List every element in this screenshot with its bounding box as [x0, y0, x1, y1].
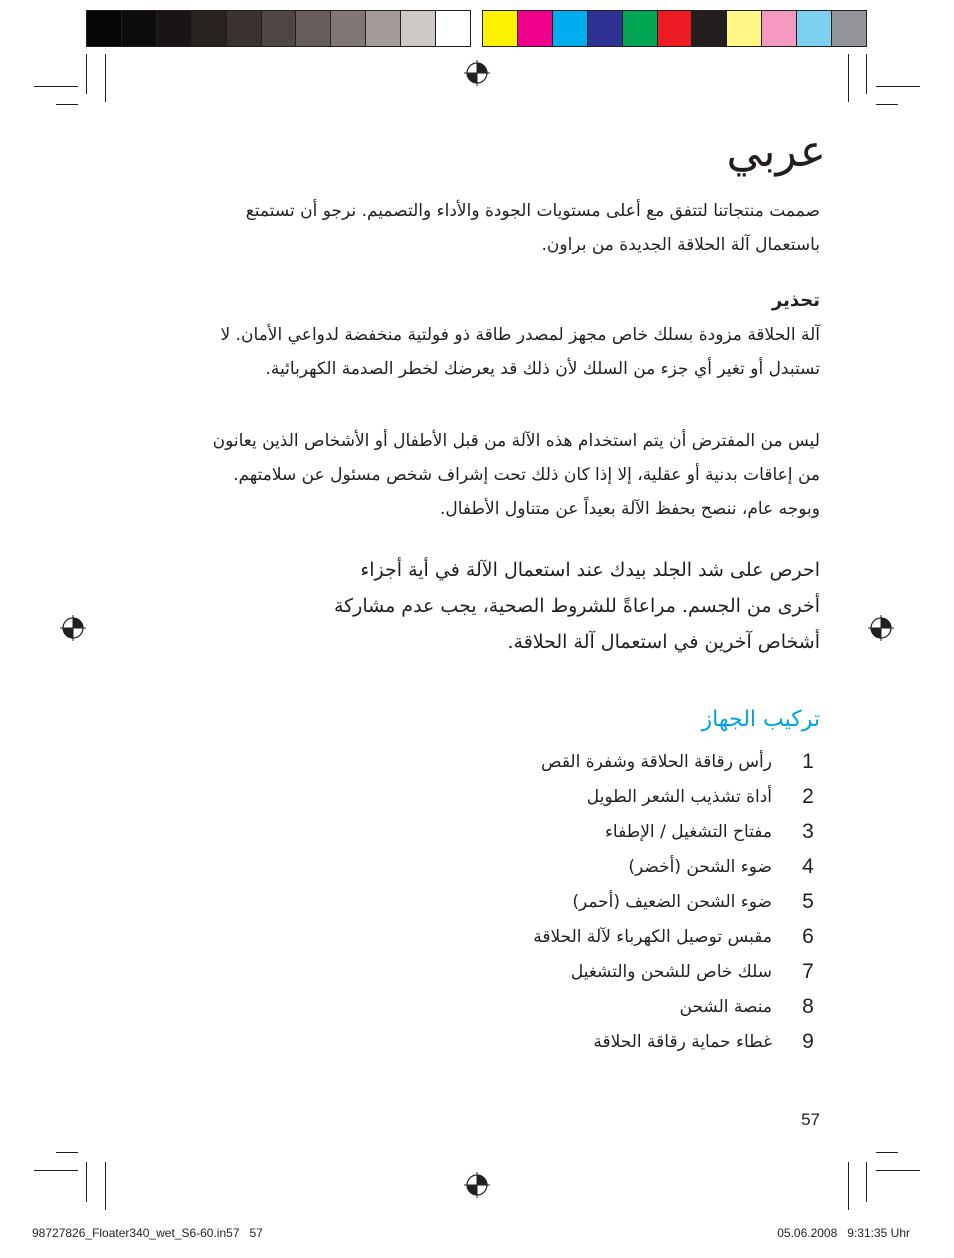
color-swatch [588, 11, 623, 46]
registration-mark-icon [464, 1172, 490, 1198]
crop-mark [866, 1162, 867, 1202]
color-swatch [87, 11, 122, 46]
part-number: 5 [802, 889, 814, 913]
part-label: غطاء حماية رقاقة الحلاقة [593, 1031, 772, 1052]
intro-line: باستعمال آلة الحلاقة الجديدة من براون. [541, 235, 820, 255]
color-swatch [832, 11, 866, 46]
part-number: 7 [802, 959, 814, 983]
color-swatch [692, 11, 727, 46]
part-number: 2 [802, 784, 814, 808]
part-number: 4 [802, 854, 814, 878]
list-item [400, 989, 820, 1024]
crop-mark [105, 1162, 106, 1210]
crop-mark [86, 1162, 87, 1202]
part-label: أداة تشذيب الشعر الطويل [586, 786, 772, 807]
skin-paragraph [334, 552, 820, 660]
description-heading: تركيب الجهاز [701, 707, 820, 732]
color-swatch [227, 11, 262, 46]
children-line: وبوجه عام، ننصح بحفظ الآلة بعيداً عن متناول الأطفال. [439, 499, 820, 519]
warning-line: تستبدل أو تغير أي جزء من السلك لأن ذلك قد يعرضك لخطر الصدمة الكهربائية. [265, 359, 820, 379]
color-swatch [762, 11, 797, 46]
crop-mark [876, 1152, 898, 1153]
part-number: 8 [802, 994, 814, 1018]
crop-mark [876, 86, 920, 87]
color-swatch [331, 11, 366, 46]
crop-mark [34, 86, 78, 87]
color-calibration-bar [482, 10, 867, 47]
intro-line: صممت منتجاتنا لتتفق مع أعلى مستويات الجودة والأداء والتصميم. نرجو أن تستمتع [245, 201, 820, 221]
page-title: عربي [726, 126, 826, 177]
color-swatch [436, 11, 470, 46]
crop-mark [34, 1170, 78, 1171]
warning-paragraph [221, 318, 820, 386]
list-item [400, 744, 820, 779]
color-swatch [727, 11, 762, 46]
list-item [400, 779, 820, 814]
color-swatch [262, 11, 297, 46]
color-swatch [518, 11, 553, 46]
crop-mark [866, 54, 867, 94]
list-item [400, 849, 820, 884]
warning-heading: تحذير [771, 290, 820, 311]
crop-mark [105, 54, 106, 102]
skin-line: احرص على شد الجلد بيدك عند استعمال الآلة في أية أجزاء [360, 559, 820, 581]
registration-mark-icon [868, 615, 894, 641]
color-swatch [157, 11, 192, 46]
crop-mark [56, 104, 78, 105]
children-line: من إعاقات بدنية أو عقلية، إلا إذا كان ذلك تحت إشراف شخص مسئول عن سلامتهم. [233, 465, 820, 485]
color-swatch [797, 11, 832, 46]
part-number: 3 [802, 819, 814, 843]
print-slug-date: 05.06.2008 9:31:35 Uhr [777, 1226, 910, 1240]
intro-paragraph [246, 194, 820, 262]
registration-mark-icon [60, 615, 86, 641]
list-item [400, 954, 820, 989]
crop-mark [86, 54, 87, 94]
grayscale-calibration-bar [86, 10, 471, 47]
print-slug-file: 98727826_Floater340_wet_S6-60.in57 57 [32, 1226, 263, 1240]
part-label: مفتاح التشغيل / الإطفاء [604, 821, 772, 842]
list-item [400, 1024, 820, 1059]
part-label: ضوء الشحن الضعيف (أحمر) [572, 891, 772, 912]
color-swatch [401, 11, 436, 46]
part-number: 6 [802, 924, 814, 948]
crop-mark [876, 1170, 920, 1171]
part-label: مقبس توصيل الكهرباء لآلة الحلاقة [533, 926, 772, 947]
color-swatch [366, 11, 401, 46]
part-label: ضوء الشحن (أخضر) [628, 856, 772, 877]
color-swatch [296, 11, 331, 46]
part-number: 9 [802, 1029, 814, 1053]
part-number: 1 [802, 749, 814, 773]
color-swatch [192, 11, 227, 46]
skin-line: أخرى من الجسم. مراعاةً للشروط الصحية، يجب عدم مشاركة [333, 595, 820, 617]
crop-mark [56, 1152, 78, 1153]
list-item [400, 814, 820, 849]
part-label: رأس رقاقة الحلاقة وشفرة القص [541, 751, 772, 772]
page-number: 57 [801, 1110, 820, 1129]
skin-line: أشخاص آخرين في استعمال آلة الحلاقة. [507, 631, 820, 653]
parts-list [400, 744, 820, 1059]
crop-mark [848, 54, 849, 102]
color-swatch [623, 11, 658, 46]
part-label: سلك خاص للشحن والتشغيل [570, 961, 772, 982]
part-label: منصة الشحن [679, 996, 772, 1017]
registration-mark-icon [464, 60, 490, 86]
warning-line: آلة الحلاقة مزودة بسلك خاص مجهز لمصدر طاقة ذو فولتية منخفضة لدواعي الأمان. لا [220, 325, 820, 345]
color-swatch [658, 11, 693, 46]
crop-mark [848, 1162, 849, 1210]
color-swatch [553, 11, 588, 46]
color-swatch [483, 11, 518, 46]
color-swatch [122, 11, 157, 46]
children-paragraph [213, 424, 820, 526]
list-item [400, 884, 820, 919]
crop-mark [876, 104, 898, 105]
list-item [400, 919, 820, 954]
children-line: ليس من المفترض أن يتم استخدام هذه الآلة من قبل الأطفال أو الأشخاص الذين يعانون [212, 431, 820, 451]
